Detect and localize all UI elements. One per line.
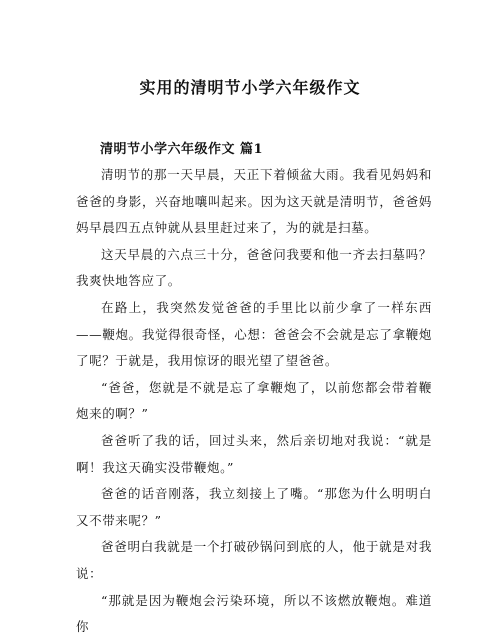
- paragraph: 清明节的那一天早晨，天正下着倾盆大雨。我看见妈妈和爸爸的身影，兴奋地嚷叫起来。因为这天就是清明节，爸爸妈妈早晨四五点钟就从县里赶过来了，为的就是扫墓。: [76, 167, 432, 236]
- essay-body: [76, 162, 432, 641]
- paragraph: 爸爸听了我的话，回过头来，然后亲切地对我说：“就是啊！我这天确实没带鞭炮。”: [76, 432, 432, 475]
- paragraph: 这天早晨的六点三十分，爸爸问我要和他一齐去扫墓吗？我爽快地答应了。: [76, 246, 432, 289]
- paragraph: “那就是因为鞭炮会污染环境，所以不该燃放鞭炮。难道你: [76, 592, 432, 635]
- paragraph: 爸爸明白我就是一个打破砂锅问到底的人，他于就是对我说：: [76, 539, 432, 581]
- document-title: 实用的清明节小学六年级作文: [139, 78, 361, 97]
- paragraph: 在路上，我突然发觉爸爸的手里比以前少拿了一样东西——鞭炮。我觉得很奇怪，心想：爸爸会不会就是忘了拿鞭炮了呢？于就是，我用惊讶的眼光望了望爸爸。: [76, 299, 432, 369]
- essay-heading: 清明节小学六年级作文 篇1: [100, 142, 264, 157]
- paragraph: 爸爸的话音刚落，我立刻接上了嘴。“那您为什么明明白又不带来呢？”: [76, 486, 432, 528]
- paragraph: “爸爸，您就是不就是忘了拿鞭炮了，以前您都会带着鞭炮来的啊？”: [76, 379, 432, 422]
